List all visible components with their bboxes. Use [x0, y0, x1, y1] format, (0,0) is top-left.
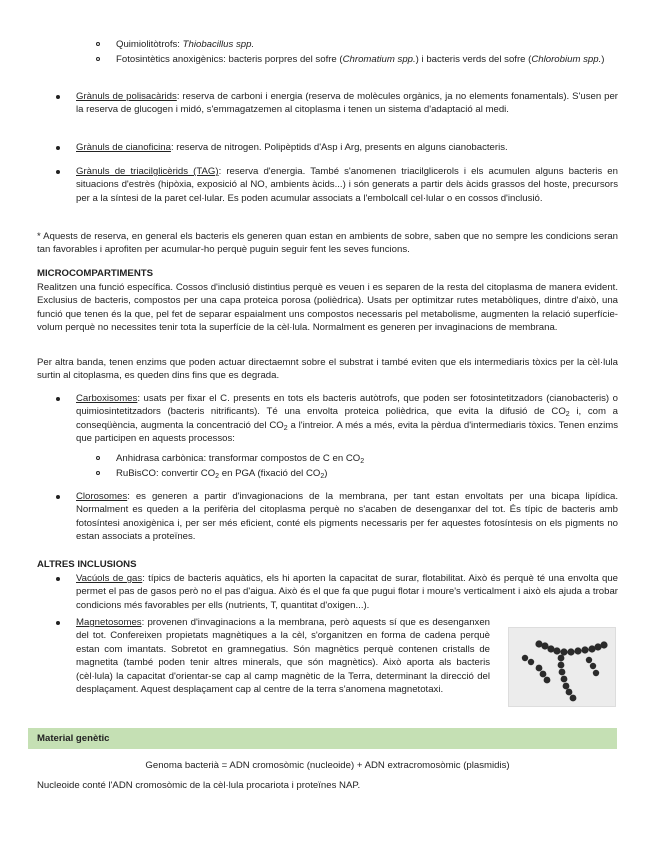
term: Grànuls de polisacàrids	[76, 91, 177, 102]
magnetosome-chain-icon	[509, 628, 615, 706]
magnetosome-chain-image	[508, 627, 616, 707]
item-text: Quimiolitòtrofs:	[116, 39, 183, 50]
bullet-icon	[56, 170, 60, 174]
bullet-icon	[56, 146, 60, 150]
section-heading: MICROCOMPARTIMENTS	[37, 268, 154, 279]
item-text: RuBisCO: convertir CO	[116, 468, 216, 479]
item-text: )	[324, 468, 328, 479]
term: Carboxisomes	[76, 393, 138, 404]
paragraph: Per altra banda, tenen enzims que poden actuar directaemnt sobre el substrat i també eviten que els intermediaris tòxics per la cèl·lula surtin al citoplasma, es queden dins fins que es degrada.	[37, 357, 618, 382]
item-text: : reserva de nitrogen. Polipèptids d'Asp i Arg, presents en alguns cianobacteris.	[170, 142, 508, 153]
paragraph: Realitzen una funció específica. Cossos d'inclusió distintius perquè es veuen i es separen de la resta del citoplasma de manera evident. Exclusius de bacteris, compostos per una capa proteica porosa (polièdrica). Usats per optimitzar rutes metabòliques, dintre d'això, una funció que tenen és la que, pel fet de separar espaialment uns compostos necessaris pel metabolisme, augmenten la relació superfície-volum perquè no necessites tenir tota la superfície de la cèl·lula. Normalment es generen per invaginacions de membrana.	[37, 282, 618, 334]
term: Clorosomes	[76, 491, 128, 502]
paragraph: Nucleoide conté l'ADN cromosòmic de la cèl·lula procariota i proteïnes NAP.	[37, 780, 361, 791]
item-text: : reserva de carboni i energia (reserva de molècules orgànics, ja no elements fonamentals). S'usen per la reserva de glucogen i midó, s'emmagatzemen al citoplasma i tenen un sistema d'adaptació al medi.	[76, 91, 618, 116]
item-text: a l'intreior. A més a més, evita la pèrdua d'intermediaris tòxics. Tenen enzims que participen en aquests processos:	[76, 419, 618, 445]
item-text: i, com a conseqüència, augmenta la concentració del CO	[76, 406, 618, 431]
bullet-icon	[56, 621, 60, 625]
subscript: 2	[283, 424, 288, 432]
item-text: ) i bacteris verds del sofre (	[415, 54, 532, 65]
term: Magnetosomes	[76, 617, 142, 628]
item-text: : es generen a partir d'invagionacions de la membrana, per tant estan envoltats per una bicapa lipídica. Normalment es queden a la perifèria del citoplasma perquè no s'acaben de desenganxar del tot. És típic de bacteris amb fotosíntesi anoxigènica i, per ser més eficient, conté els pigments necessaris per fer aquestes fotosíntesis on els pigments no estan associats a proteïnes.	[76, 491, 618, 543]
term: Grànuls de triacilglicèrids (TAG)	[76, 166, 219, 177]
item-text: Fotosintètics anoxigènics: bacteris porpres del sofre (	[116, 54, 343, 65]
bullet-icon	[56, 95, 60, 99]
section-heading: Material genètic	[37, 733, 110, 744]
subscript: 2	[215, 473, 220, 480]
note-paragraph: * Aquests de reserva, en general els bacteris els generen quan estan en ambients de sobre, saben que no sempre les condicions seran tan favorables i aprofiten per acumular-ho perquè puguin seguir fent les seves funcions.	[37, 231, 618, 256]
bullet-circle-icon	[96, 57, 100, 61]
species-name: Thiobacillus spp.	[182, 39, 255, 50]
bullet-circle-icon	[96, 456, 100, 460]
item-text: : típics de bacteris aquàtics, els hi aporten la capacitat de surar, flotabilitat. Això és perquè té una envolta que permet el pas de gasos però no el pas d'aigua. Això és el que fa que pugui flotar i moure's verticalment i això els ajuda a trobar condicions més favorables per ells (nutrients, T, quantitat d'oxigen...).	[76, 573, 619, 611]
subscript: 2	[565, 411, 570, 419]
item-text: Anhidrasa carbònica: transformar compostos de C en CO	[116, 453, 361, 464]
section-header-bar	[28, 728, 617, 749]
item-text: : usats per fixar el C. presents en tots els bacteris autòtrofs, que poden ser fotosintetitzadors (cianobacteris) o quimiosintetitzadors (bacteris nitrificants). Té una envolta proteica polièdrica, que evita la difusió de CO	[76, 393, 618, 418]
term: Vacúols de gas	[76, 573, 143, 584]
species-name: Chlorobium spp.	[531, 54, 602, 65]
bullet-icon	[56, 397, 60, 401]
bullet-circle-icon	[96, 42, 100, 46]
term: Grànuls de cianoficina	[76, 142, 171, 153]
formula-line: Genoma bacterià = ADN cromosòmic (nucleoide) + ADN extracromosòmic (plasmidis)	[145, 760, 510, 771]
species-name: Chromatium spp.	[342, 54, 416, 65]
bullet-icon	[56, 577, 60, 581]
bullet-icon	[56, 495, 60, 499]
subscript: 2	[320, 473, 325, 480]
bullet-circle-icon	[96, 471, 100, 475]
item-text: : provenen d'invaginacions a la membrana, però aquests sí que es desenganxen del tot. Confereixen propietats magnètiques a la cèl, s'organitzen en forma de cadena perquè estan com imantats. Sobretot en gramnegatius. Són magnètics perquè contenen cristalls de magnetita (també poden tenir altres minerals, que són magnètics). Això aporta als bacteris (cèl·lula) la capacitat d'orientar-se cap al camp magnètic de la Terra, determinant la direcció del desplaçament. Aquest desplaçament cap al centre de la terra s'anomena magnetotaxi.	[76, 617, 490, 696]
item-text: : reserva d'energia. També s'anomenen triacilglicerols i els acumulen alguns bacteris en situacions d'estrès (hipòxia, exposició al NO, ambients àcids...) i són generats a partir dels àcids grassos del hoste, precursors per a la síntesi de la paret cel·lular. Es poden acumular associats a l'embolcall cel·lular o en cossos d'inclusió.	[76, 166, 618, 204]
section-heading: ALTRES INCLUSIONS	[37, 559, 137, 570]
item-text: )	[601, 54, 605, 65]
subscript: 2	[360, 458, 365, 465]
item-text: en PGA (fixació del CO	[219, 468, 321, 479]
